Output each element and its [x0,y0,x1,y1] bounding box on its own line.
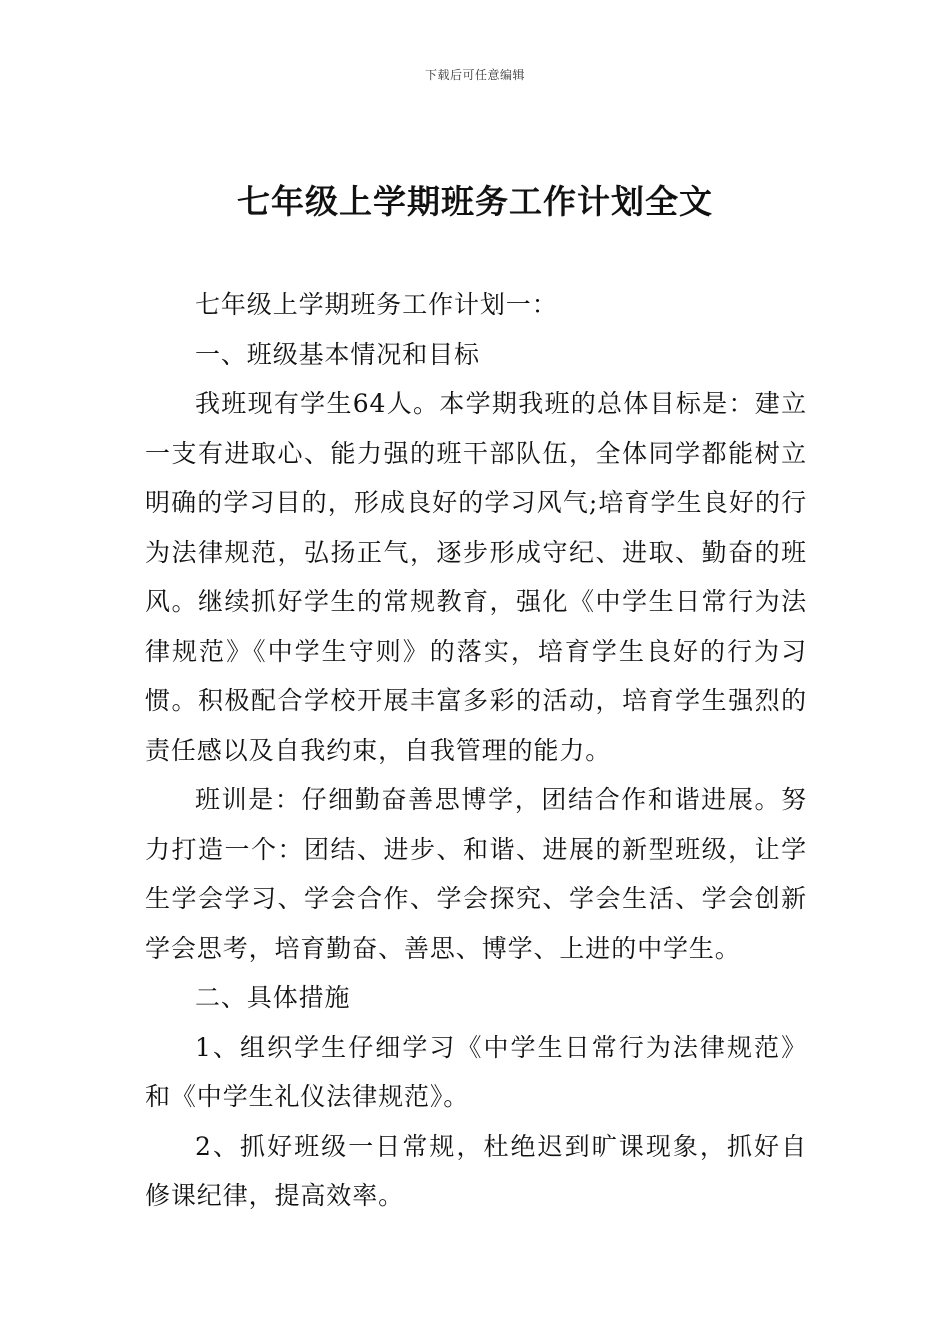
heading-section-two: 二、具体措施 [195,983,351,1012]
document-body [145,280,807,1221]
header-note: 下载后可任意编辑 [424,68,525,82]
paragraph-class-motto: 班训是：仔细勤奋善思博学，团结合作和谐进展。努力打造一个：团结、进步、和谐、进展的新型班级，让学生学会学习、学会合作、学会探究、学会生活、学会创新学会思考，培育勤奋、善思、博学、上进的中学生。 [145,785,807,963]
paragraph-measure-1: 1、组织学生仔细学习《中学生日常行为法律规范》和《中学生礼仪法律规范》。 [145,1032,807,1111]
document-title: 七年级上学期班务工作计划全文 [237,182,713,221]
paragraph-class-goals: 我班现有学生64人。本学期我班的总体目标是：建立一支有进取心、能力强的班干部队伍，全体同学都能树立明确的学习目的，形成良好的学习风气;培育学生良好的行为法律规范，弘扬正气，逐步形成守纪、进取、勤奋的班风。继续抓好学生的常规教育，强化《中学生日常行为法律规范》《中学生守则》的落实，培育学生良好的行为习惯。积极配合学校开展丰富多彩的活动，培育学生强烈的责任感以及自我约束，自我管理的能力。 [145,389,807,765]
paragraph-measure-2: 2、抓好班级一日常规，杜绝迟到旷课现象，抓好自修课纪律，提高效率。 [145,1131,807,1210]
paragraph-plan-intro: 七年级上学期班务工作计划一： [195,290,558,319]
heading-section-one: 一、班级基本情况和目标 [195,339,480,369]
